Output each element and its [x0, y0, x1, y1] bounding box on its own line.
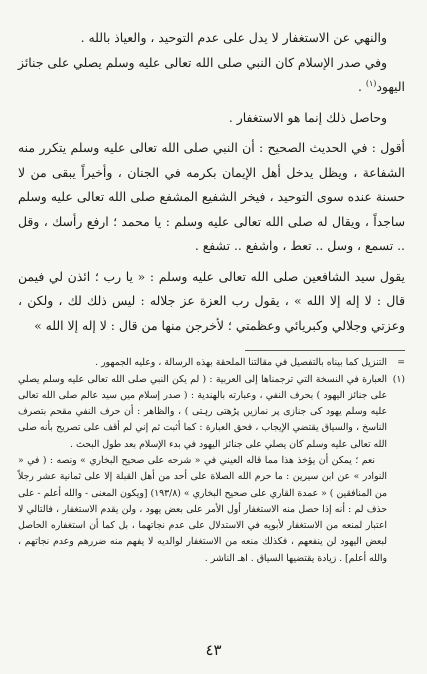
footnotes	[18, 355, 405, 567]
footnote-ref-1[interactable]: (١)	[365, 78, 377, 88]
footnote-divider	[245, 350, 405, 351]
footnote-1	[18, 372, 405, 453]
footnote-continuation	[18, 355, 405, 372]
paragraph-2	[18, 51, 405, 100]
paragraph-2-end: .	[357, 79, 362, 94]
main-text	[18, 26, 405, 338]
paragraph-2-text: وفي صدر الإسلام كان النبي صلى الله تعالى عليه وسلم يصلي على جنائز اليهود	[18, 54, 405, 94]
footnote-1-text: العبارة في النسخة التي ترجمناها إلى العربية : ( لم يكن النبي صلى الله تعالى عليه وسلم يصلي على جنائز اليهود ) بحرف النفي ، وعبارته بالهندية : ( صدر إسلام ميں سيد عالم صلى الله تعالى عليه وسلم يهود کی جنازی پر نمازيں پڑھتی رہتی ) ، والظاهر : أن حرف النفي مقحم بتصرف الناسخ ، والسياق يقتضي الإيجاب ، فحق العبارة : كما أثبت ثم إني لم أقف على تصريح بأنه صلى الله تعالى عليه وسلم كان يصلي على جنائز اليهود في بدء الإسلام بعد طول البحث .	[18, 373, 387, 450]
paragraph-5: يقول سيد الشافعين صلى الله تعالى عليه وسلم : « يا رب ؛ ائذن لي فيمن قال : لا إله إلا الله » ، يقول رب العزة عز جلاله : ليس ذلك لك ، ولكن ، وعزتي وجلالي وكبريائي وعظمتي ؛ لأخرجن منها من قال : لا إله إلا الله »	[18, 268, 405, 333]
footnote-1-number: (١)	[392, 373, 405, 385]
continuation-mark: =	[397, 357, 405, 368]
continuation-text: التنزيل كما بيناه بالتفصيل في مقالتنا الملحقة بهذه الرسالة ، وعليه الجمهور .	[95, 357, 387, 368]
paragraph-1: والنهي عن الاستغفار لا يدل على عدم التوحيد ، والعياذ بالله .	[80, 30, 387, 45]
footnote-1-paragraph-2: نعم ؛ يمكن أن يؤخذ هذا مما قاله العيني في « شرحه على صحيح البخاري » ونصه : ( في « النوادر » عن ابن سيرين : ما حرم الله الصلاة على أحد من أهل القبلة إلا على ثمانية عشر رجلاً من المنافقين ) « عمدة القاري على صحيح البخاري » (١٩٣/٨) [ويكون المعنى - والله أعلم - على حذف لم : أنه إذا حصل منه الاستغفار أول الأمر على بعض يهود ، ولن يقدم الاستغفار ، فالتالي لا اعتبار لمنعه من الاستغفار لأبويه في الاستدلال على عدم نجاتهما ، بل كما أن استغفاره الحاصل لبعض اليهود لن ينفعهم ، فكذلك منعه من الاستغفار لوالديه لا يفهم منه ضررهم وعدم نجاتهم ، والله أعلم] . زيادة يقتضيها السياق . اهـ الناشر .	[18, 454, 387, 564]
page-number: ٤٣	[205, 641, 222, 659]
paragraph-4: أقول : في الحديث الصحيح : أن النبي صلى الله تعالى عليه وسلم يتكرر منه الشفاعة ، ويظل يدخل أهل الإيمان بكرمه في الجنان ، وأخيراً يبقى من لا حسنة عنده سوى التوحيد ، فيخر الشفيع المشفع صلى الله تعالى عليه وسلم ساجداً ، ويقال له صلى الله تعالى عليه وسلم : يا محمد ؛ ارفع رأسك ، وقل .. تسمع ، وسل .. تعط ، واشفع .. تشفع .	[18, 140, 405, 253]
paragraph-3: وحاصل ذلك إنما هو الاستغفار .	[228, 109, 387, 125]
